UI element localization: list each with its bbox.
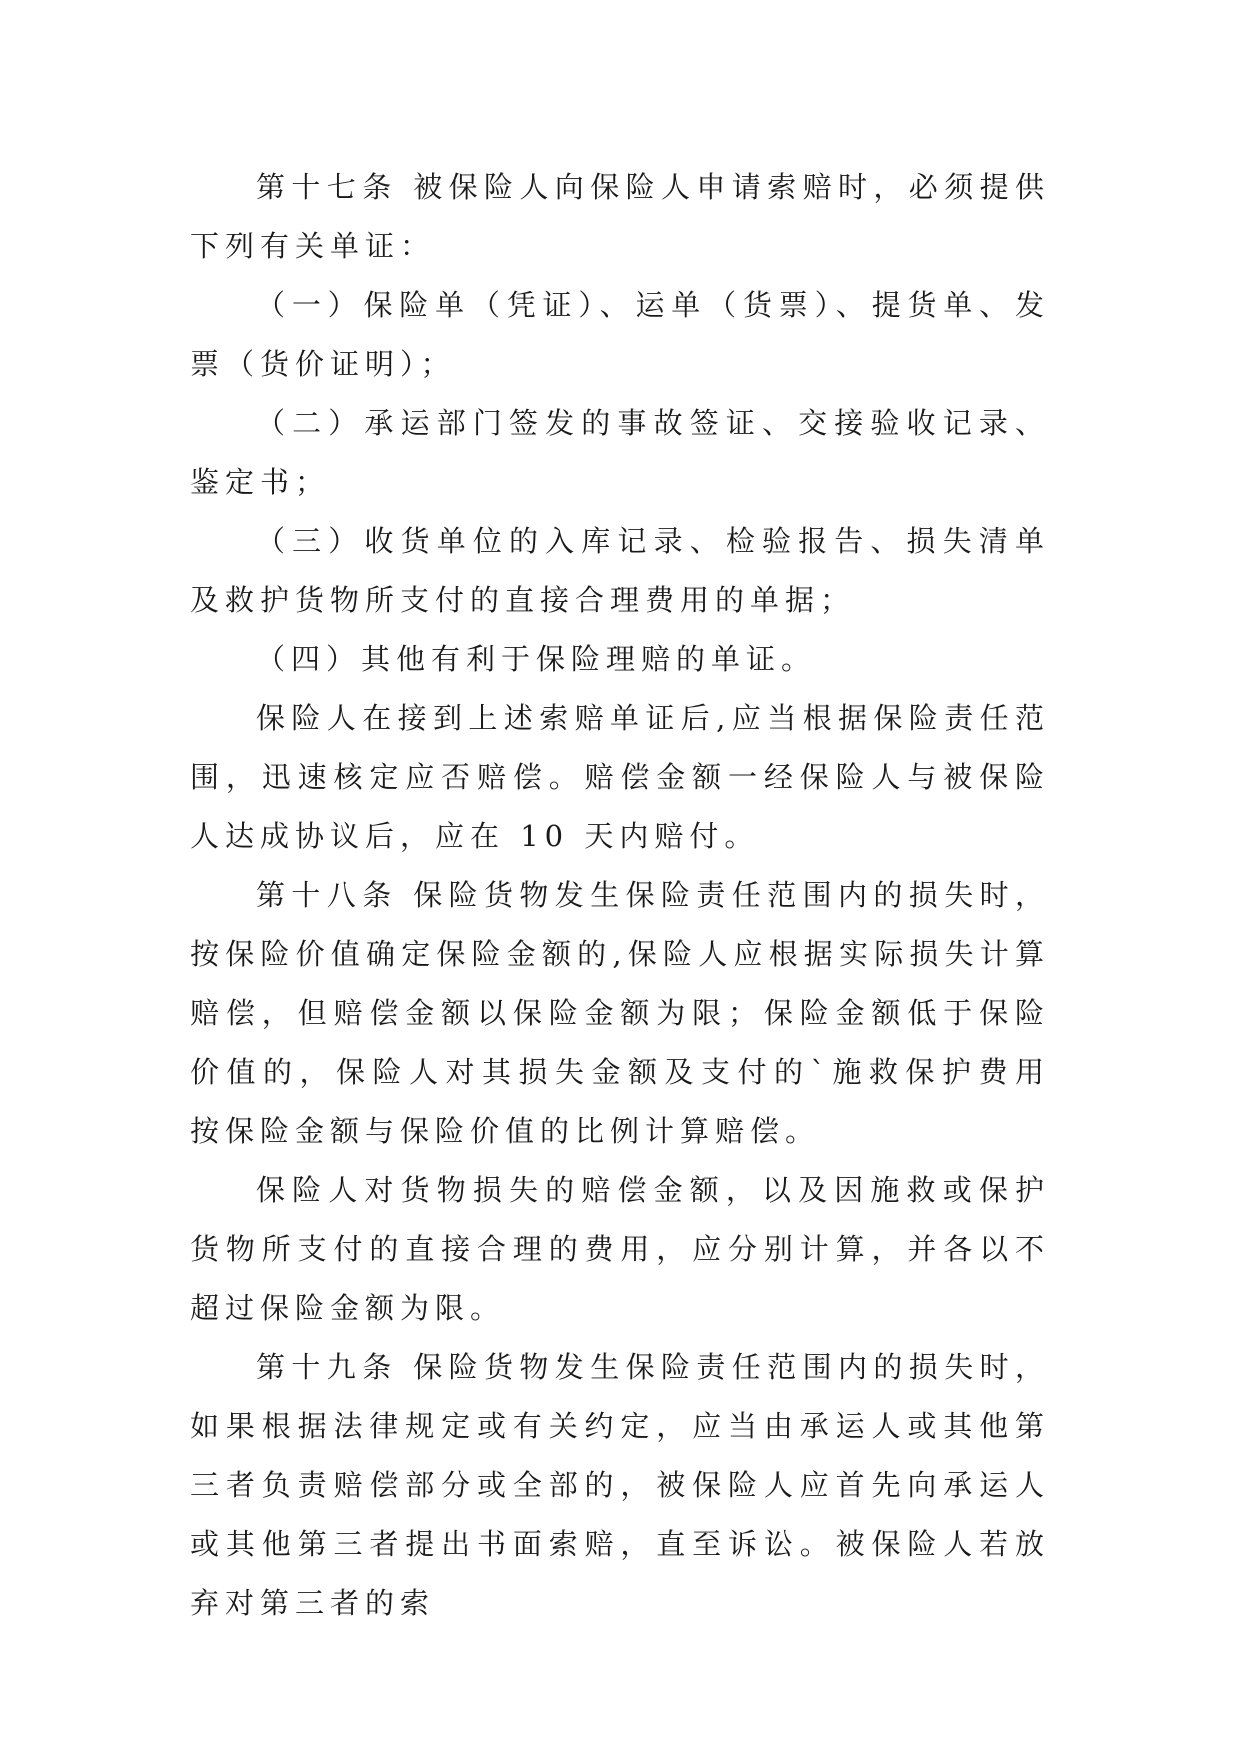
item-3-paragraph: （三）收货单位的入库记录、检验报告、损失清单及救护货物所支付的直接合理费用的单据； [190,524,1050,617]
item-1-paragraph: （一）保险单（凭证）、运单（货票）、提货单、发票（货价证明）； [190,288,1050,381]
article-19-paragraph: 第十九条 保险货物发生保险责任范围内的损失时，如果根据法律规定或有关约定，应当由承运人或其他第三者负责赔偿部分或全部的，被保险人应首先向承运人或其他第三者提出书面索赔，直至诉讼。被保险人若放弃对第三者的索 [190,1350,1050,1620]
claim-review-paragraph: 保险人在接到上述索赔单证后,应当根据保险责任范围，迅速核定应否赔偿。赔偿金额一经保险人与被保险人达成协议后，应在 10 天内赔付。 [190,701,1050,853]
item-2-paragraph: （二）承运部门签发的事故签证、交接验收记录、鉴定书； [190,406,1050,499]
item-4-paragraph: （四）其他有利于保险理赔的单证。 [256,642,817,676]
article-17-paragraph: 第十七条 被保险人向保险人申请索赔时，必须提供下列有关单证： [190,170,1050,263]
compensation-limit-paragraph: 保险人对货物损失的赔偿金额，以及因施救或保护货物所支付的直接合理的费用，应分别计算，并各以不超过保险金额为限。 [190,1173,1050,1325]
document-body [190,158,1050,1633]
article-18-paragraph: 第十八条 保险货物发生保险责任范围内的损失时，按保险价值确定保险金额的,保险人应根据实际损失计算赔偿，但赔偿金额以保险金额为限；保险金额低于保险价值的，保险人对其损失金额及支付的`施救保护费用按保险金额与保险价值的比例计算赔偿。 [190,878,1050,1148]
